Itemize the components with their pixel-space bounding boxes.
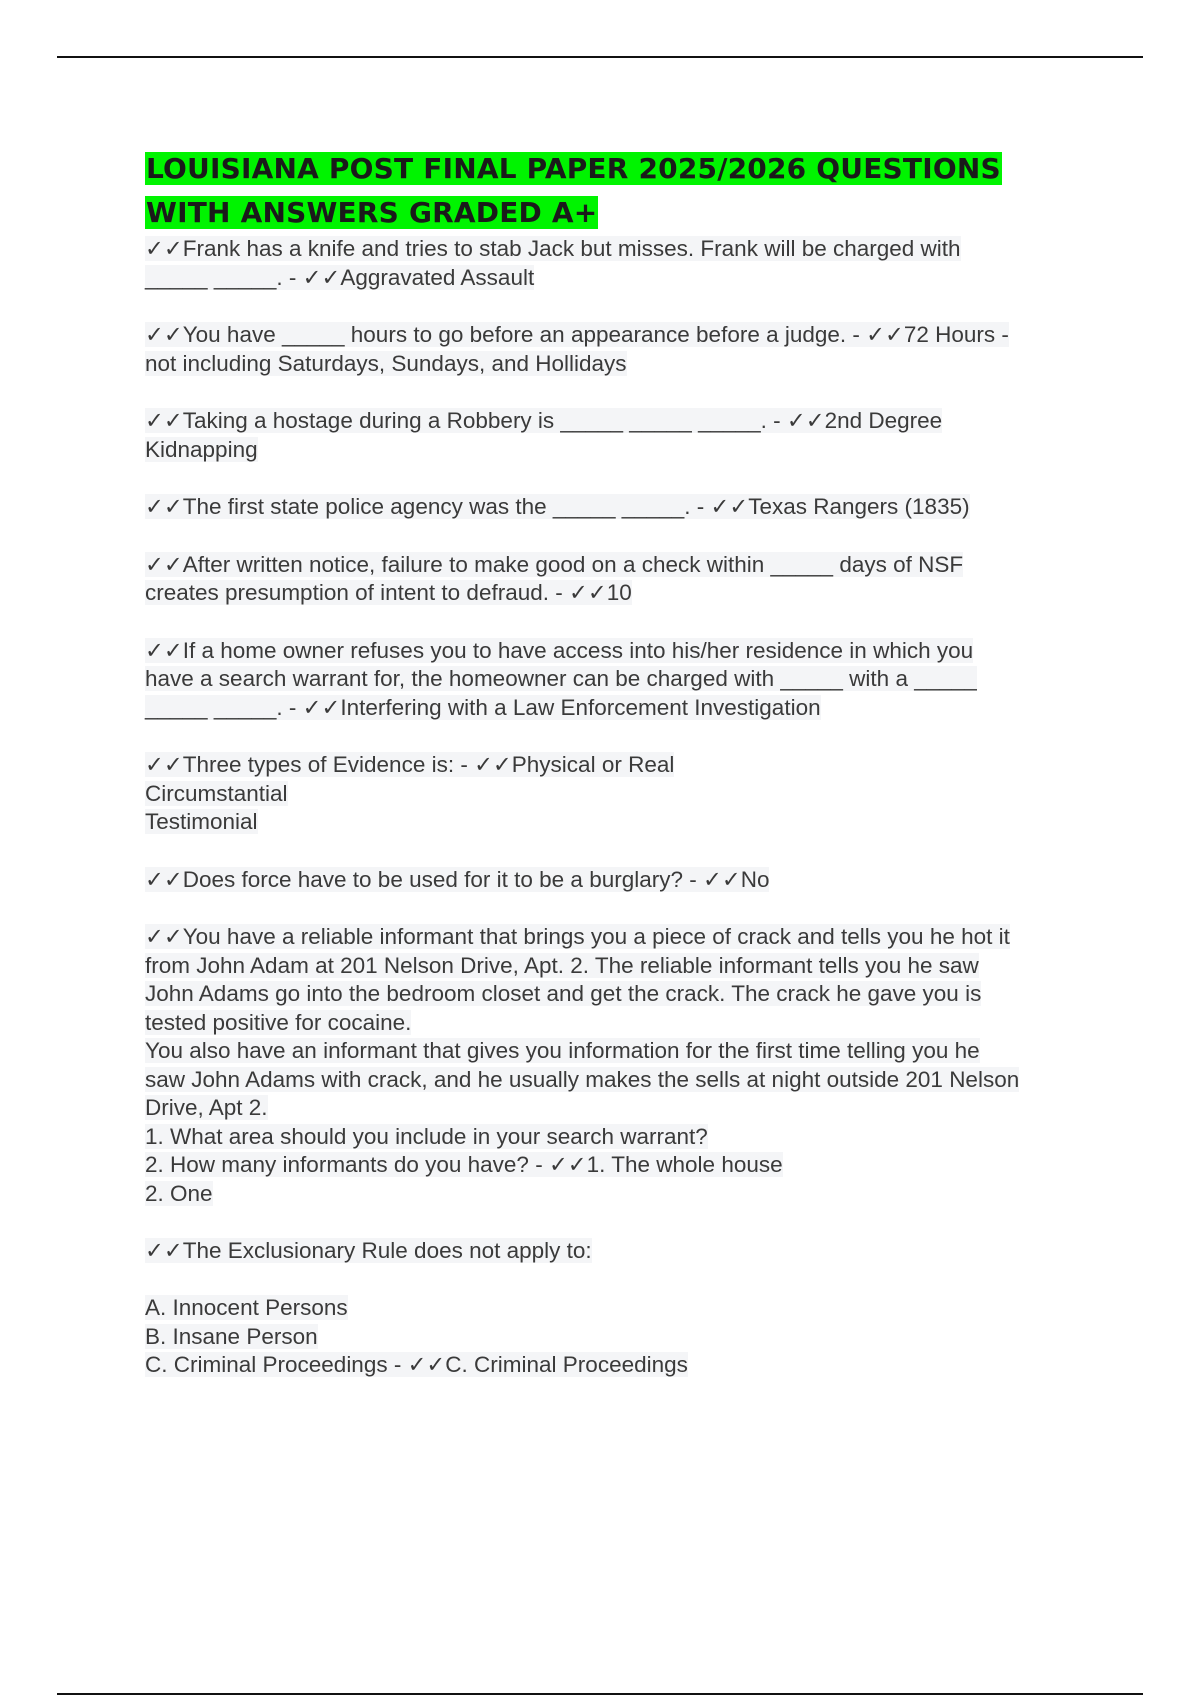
document-body <box>145 147 1095 1380</box>
qa-item <box>145 866 1095 895</box>
qa-text: ✓✓You have a reliable informant that brings you a piece of crack and tells you he hot it from John Adam at 201 Nelson Drive, Apt. 2. The reliable informant tells you he saw John Adams go into the bedroom closet and get the crack. The crack he gave you is tested positive for cocaine. You also have an informant that gives you information for the first time telling you he saw John Adams with crack, and he usually makes the sells at night outside 201 Nelson Drive, Apt 2. 1. What area should you include in your search warrant? 2. How many informants do you have? - ✓✓1. The whole house 2. One <box>145 924 1020 1206</box>
qa-item <box>145 493 1095 522</box>
qa-item <box>145 923 1095 1208</box>
qa-item <box>145 235 1095 292</box>
qa-item <box>145 751 1095 837</box>
qa-item <box>145 637 1095 723</box>
qa-item <box>145 1237 1095 1380</box>
qa-item <box>145 321 1095 378</box>
qa-item <box>145 407 1095 464</box>
header-rule <box>57 56 1143 58</box>
document-title <box>145 147 1095 235</box>
footer-rule <box>57 1693 1143 1695</box>
qa-text: ✓✓Frank has a knife and tries to stab Jack but misses. Frank will be charged with _____ _____. - ✓✓Aggravated Assault <box>145 236 961 290</box>
qa-text: ✓✓Does force have to be used for it to be a burglary? - ✓✓No <box>145 866 770 892</box>
title-line-1: LOUISIANA POST FINAL PAPER 2025/2026 QUESTIONS <box>146 152 1001 185</box>
qa-text: ✓✓Taking a hostage during a Robbery is _____ _____ _____. - ✓✓2nd Degree Kidnapping <box>145 408 943 462</box>
qa-text: ✓✓You have _____ hours to go before an appearance before a judge. - ✓✓72 Hours - not including Saturdays, Sundays, and Hollidays <box>145 322 1009 376</box>
qa-text: ✓✓After written notice, failure to make good on a check within _____ days of NSF creates presumption of intent to defraud. - ✓✓10 <box>145 551 964 605</box>
qa-item <box>145 551 1095 608</box>
qa-text: ✓✓The Exclusionary Rule does not apply to: A. Innocent Persons B. Insane Person C. Criminal Proceedings - ✓✓C. Criminal Proceedings <box>145 1238 688 1377</box>
title-line-2: WITH ANSWERS GRADED A+ <box>146 196 598 229</box>
qa-text: ✓✓Three types of Evidence is: - ✓✓Physical or Real Circumstantial Testimonial <box>145 752 675 834</box>
qa-text: ✓✓If a home owner refuses you to have access into his/her residence in which you have a search warrant for, the homeowner can be charged with _____ with a _____ _____ _____. - ✓✓Interfering with a Law Enforcement Investigation <box>145 637 977 720</box>
qa-text: ✓✓The first state police agency was the _____ _____. - ✓✓Texas Rangers (1835) <box>145 494 970 519</box>
